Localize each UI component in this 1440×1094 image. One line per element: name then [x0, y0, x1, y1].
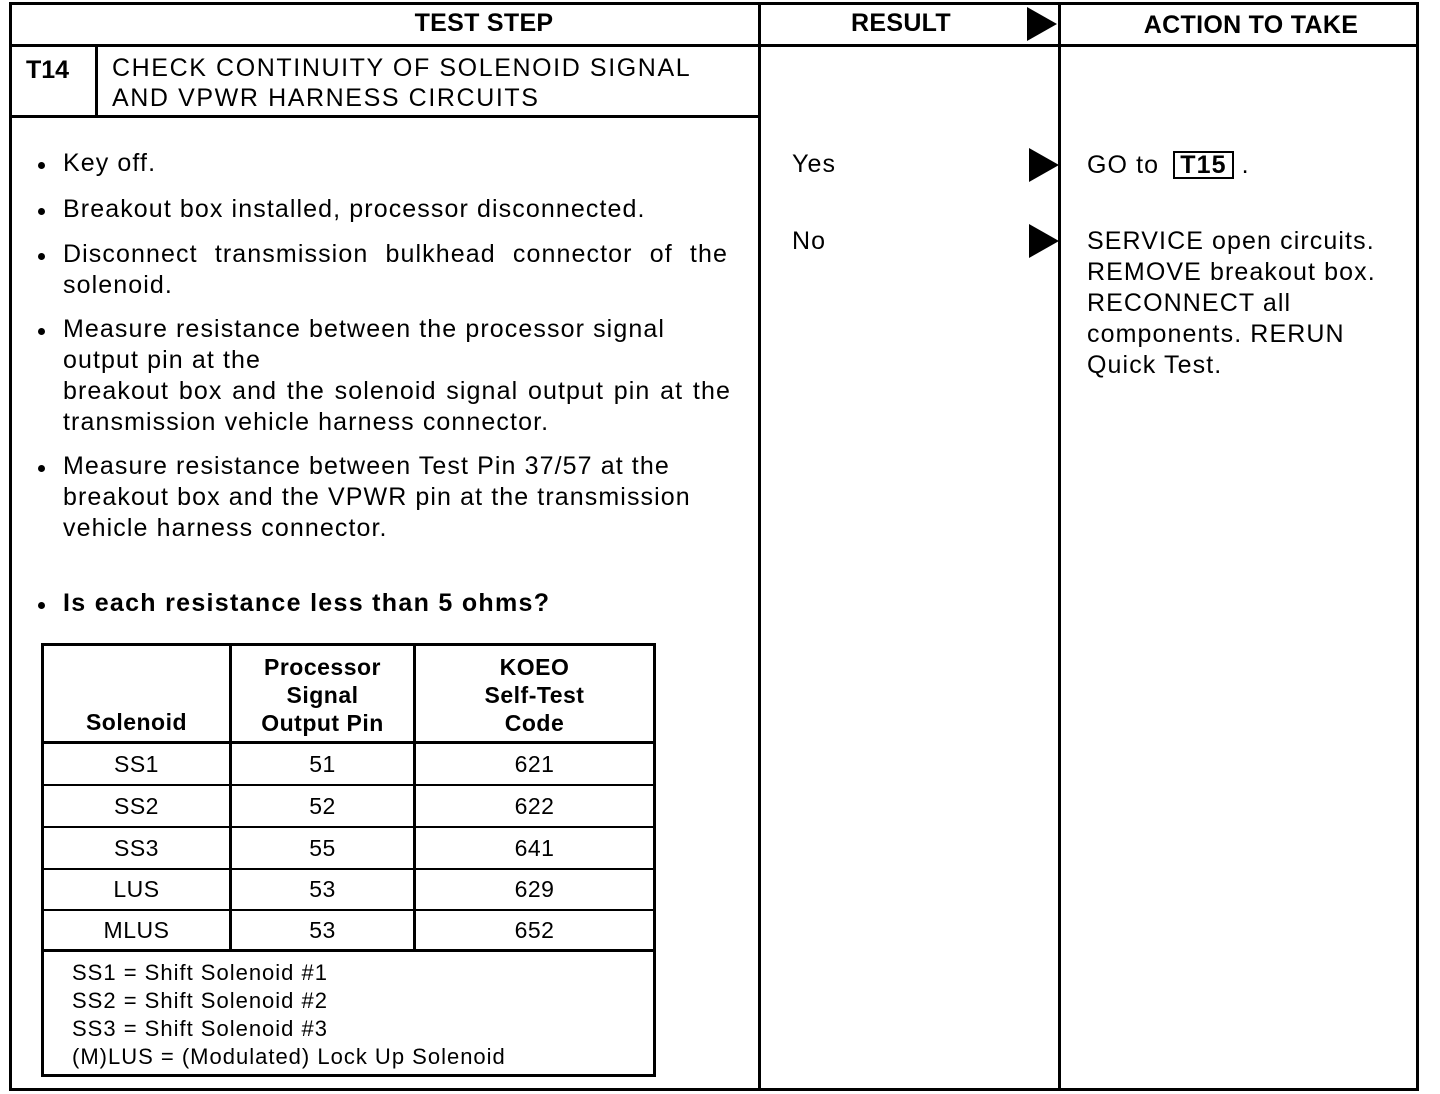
table-cell-solenoid: SS1 — [114, 751, 159, 777]
table-header-text: Output Pin — [261, 710, 384, 736]
header-action: ACTION TO TAKE — [1143, 11, 1359, 39]
frame-right — [1416, 2, 1419, 1091]
action-no-line: RECONNECT all — [1087, 289, 1292, 317]
table-cell-solenoid: SS3 — [114, 835, 159, 861]
table-legend-line: SS2 = Shift Solenoid #2 — [72, 988, 328, 1013]
instruction-text: Breakout box installed, processor disconnected. — [63, 195, 646, 223]
instruction-item — [20, 314, 740, 438]
instruction-text: Disconnect transmission bulkhead connector of the solenoid. — [63, 240, 728, 299]
table-cell-pin: 55 — [309, 835, 336, 861]
result-yes-label: Yes — [792, 150, 837, 178]
header-test-step: TEST STEP — [414, 9, 554, 37]
header-result: RESULT — [851, 9, 951, 37]
step-title-line2: AND VPWR HARNESS CIRCUITS — [112, 84, 540, 112]
table-cell-code: 652 — [514, 917, 555, 943]
bullet-icon — [38, 465, 45, 472]
action-no — [1087, 226, 1407, 381]
action-yes-text: GO to — [1087, 151, 1160, 179]
step-id-divider — [95, 44, 98, 116]
table-row-divider — [44, 868, 653, 870]
table-header-text: KOEO — [499, 654, 570, 680]
result-no-arrow-icon — [1029, 224, 1059, 258]
table-cell-pin: 53 — [309, 917, 336, 943]
bullet-icon — [38, 602, 45, 609]
table-header-text: Code — [504, 710, 565, 736]
action-yes — [1087, 150, 1250, 181]
table-legend-line: SS1 = Shift Solenoid #1 — [72, 960, 328, 985]
instruction-item — [20, 451, 740, 547]
table-header-text: Solenoid — [85, 709, 188, 735]
frame-top — [9, 2, 1419, 5]
table-row-divider — [44, 784, 653, 786]
step-title-underline — [9, 115, 761, 118]
table-header-text: Self-Test — [484, 682, 585, 708]
table-cell-solenoid: SS2 — [114, 793, 159, 819]
question-text: Is each resistance less than 5 ohms? — [63, 589, 551, 617]
step-title-line1: CHECK CONTINUITY OF SOLENOID SIGNAL — [112, 54, 692, 82]
result-no-label: No — [792, 227, 827, 255]
table-header-text: Processor — [263, 654, 381, 680]
instruction-item — [20, 239, 740, 303]
divider-result — [758, 2, 761, 1091]
table-row-divider — [44, 741, 653, 744]
header-underline — [9, 44, 1419, 47]
action-yes-suffix: . — [1241, 151, 1250, 179]
action-no-line: SERVICE open circuits. — [1087, 227, 1375, 255]
instruction-item — [20, 194, 740, 226]
step-id: T14 — [26, 56, 70, 84]
table-cell-pin: 53 — [309, 876, 336, 902]
table-row-divider — [44, 909, 653, 911]
action-no-line: Quick Test. — [1087, 351, 1223, 379]
bullet-icon — [38, 162, 45, 169]
instruction-item — [20, 148, 740, 180]
table-cell-pin: 52 — [309, 793, 336, 819]
frame-left — [9, 2, 12, 1091]
solenoid-table — [41, 643, 656, 1077]
action-no-line: components. RERUN — [1087, 320, 1345, 348]
step-ref-t15[interactable]: T15 — [1173, 151, 1233, 179]
instruction-text: Measure resistance between the processor signal output pin at the — [63, 315, 665, 374]
table-cell-code: 641 — [514, 835, 555, 861]
frame-bottom — [9, 1088, 1419, 1091]
table-header-pin — [232, 653, 413, 737]
bullet-icon — [38, 328, 45, 335]
table-row-divider — [44, 949, 653, 952]
question-item — [20, 588, 740, 620]
table-cell-code: 622 — [514, 793, 555, 819]
table-cell-code: 621 — [514, 751, 555, 777]
table-legend-line: SS3 = Shift Solenoid #3 — [72, 1016, 328, 1041]
action-no-line: REMOVE breakout box. — [1087, 258, 1376, 286]
table-header-text: Signal — [286, 682, 359, 708]
table-legend-line: (M)LUS = (Modulated) Lock Up Solenoid — [72, 1044, 506, 1069]
instruction-text: Measure resistance between Test Pin 37/57 at the breakout box and the VPWR pin at the transmission vehicle harness connector. — [63, 452, 691, 542]
table-cell-pin: 51 — [309, 751, 336, 777]
table-header-code — [416, 653, 653, 737]
instruction-text: breakout box and the solenoid signal output pin at the transmission vehicle harness connector. — [63, 377, 731, 436]
instruction-text: Key off. — [63, 149, 157, 177]
table-header-solenoid — [44, 708, 229, 736]
result-yes-arrow-icon — [1029, 148, 1059, 182]
table-cell-solenoid: MLUS — [103, 917, 170, 943]
bullet-icon — [38, 253, 45, 260]
header-arrow-icon — [1027, 7, 1057, 41]
bullet-icon — [38, 208, 45, 215]
table-cell-code: 629 — [514, 876, 555, 902]
table-row-divider — [44, 826, 653, 828]
table-cell-solenoid: LUS — [113, 876, 160, 902]
